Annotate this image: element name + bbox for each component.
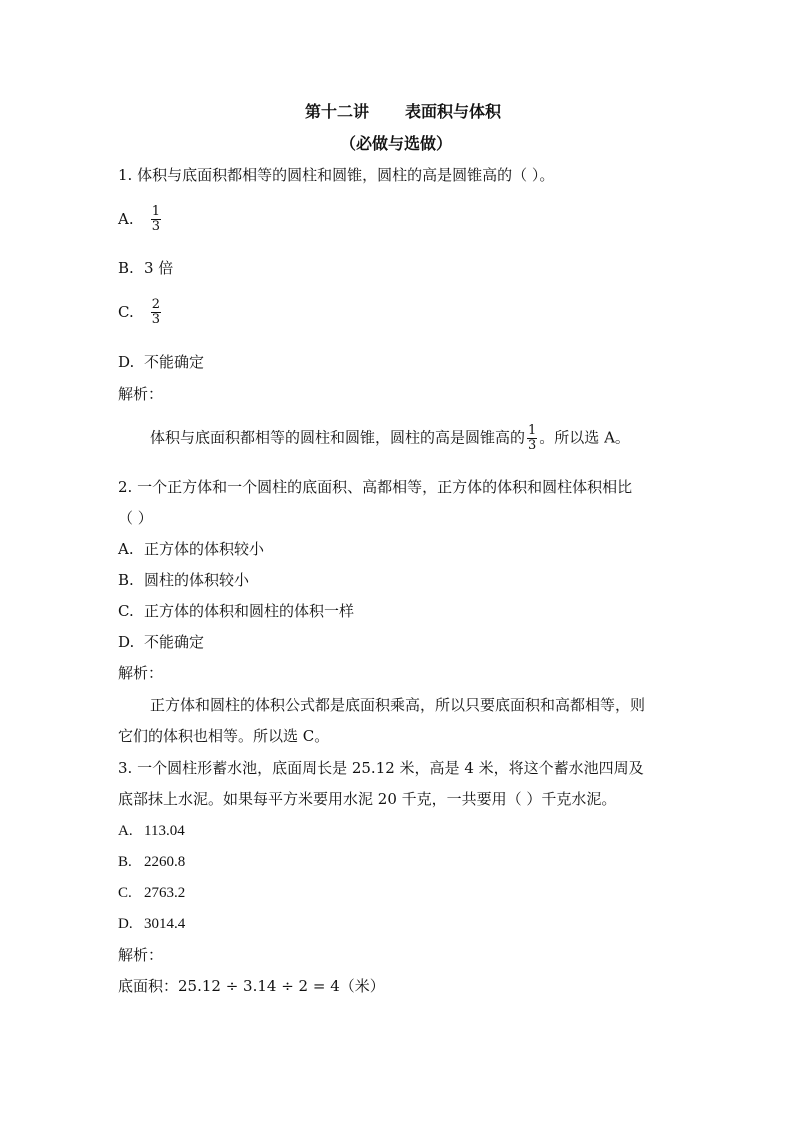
option-label: D. xyxy=(118,633,135,651)
question-3-stem-line-2: 底部抹上水泥。如果每平方米要用水泥 20 千克，一共要用（ ）千克水泥。 xyxy=(118,790,617,808)
lecture-topic: 表面积与体积 xyxy=(405,102,502,121)
fraction-numerator: 2 xyxy=(151,297,161,312)
question-2-analysis-line-2: 它们的体积也相等。所以选 C。 xyxy=(118,727,330,745)
option-label: C. xyxy=(118,885,132,901)
fraction xyxy=(151,298,161,327)
question-3-option-c xyxy=(118,883,185,903)
fraction-numerator: 1 xyxy=(528,423,537,438)
question-2-analysis-label: 解析： xyxy=(118,664,164,682)
question-1-option-d xyxy=(118,352,204,372)
option-label: A. xyxy=(118,823,133,839)
lecture-number: 第十二讲 xyxy=(305,102,370,121)
page-subtitle: （必做与选做） xyxy=(340,134,453,153)
option-text: 不能确定 xyxy=(144,633,205,651)
question-2-option-d xyxy=(118,632,204,652)
question-3-option-b xyxy=(118,852,185,872)
question-3-analysis-line-1: 底面积：25.12 ÷ 3.14 ÷ 2 = 4（米） xyxy=(118,977,385,995)
fraction-denominator: 3 xyxy=(528,438,537,453)
fraction-denominator: 3 xyxy=(151,219,161,234)
option-label: A. xyxy=(118,540,134,558)
analysis-text: 体积与底面积都相等的圆柱和圆锥，圆柱的高是圆锥高的 xyxy=(150,428,526,447)
question-1-analysis xyxy=(150,424,630,453)
option-label: C. xyxy=(118,302,134,321)
option-text: 3014.4 xyxy=(144,916,186,932)
option-label: B. xyxy=(118,571,134,589)
question-2-analysis-line-1: 正方体和圆柱的体积公式都是底面积乘高，所以只要底面积和高都相等，则 xyxy=(150,696,646,714)
question-3-analysis-label: 解析： xyxy=(118,946,164,964)
option-label: D. xyxy=(118,916,133,932)
fraction xyxy=(151,205,161,234)
question-1-option-c xyxy=(118,298,163,327)
question-3-stem-line-1: 3. 一个圆柱形蓄水池，底面周长是 25.12 米，高是 4 米，将这个蓄水池四周及 xyxy=(118,759,644,777)
question-1-option-a xyxy=(118,205,163,234)
option-text: 正方体的体积较小 xyxy=(144,540,265,558)
question-2-stem-line-2: （ ） xyxy=(118,509,153,527)
question-1-analysis-label: 解析： xyxy=(118,385,164,403)
option-text: 2763.2 xyxy=(144,885,186,901)
option-text: 正方体的体积和圆柱的体积一样 xyxy=(144,602,355,620)
option-text: 2260.8 xyxy=(144,854,186,870)
option-label: B. xyxy=(118,854,132,870)
question-2-option-b xyxy=(118,570,249,590)
question-1-stem: 1. 体积与底面积都相等的圆柱和圆锥，圆柱的高是圆锥高的（ ）。 xyxy=(118,166,555,184)
option-label: C. xyxy=(118,602,134,620)
option-text: 113.04 xyxy=(144,823,185,839)
option-label: D. xyxy=(118,353,135,371)
question-3-option-a xyxy=(118,821,185,841)
question-2-stem-line-1: 2. 一个正方体和一个圆柱的底面积、高都相等，正方体的体积和圆柱体积相比 xyxy=(118,478,633,496)
option-text: 不能确定 xyxy=(144,353,205,371)
option-label: B. xyxy=(118,259,134,277)
fraction xyxy=(527,424,537,453)
analysis-text: 。所以选 A。 xyxy=(539,428,630,447)
option-text: 3 倍 xyxy=(144,259,174,277)
question-2-option-a xyxy=(118,539,264,559)
question-2-option-c xyxy=(118,601,354,621)
question-3-option-d xyxy=(118,914,185,934)
question-1-option-b xyxy=(118,258,173,278)
option-text: 圆柱的体积较小 xyxy=(144,571,250,589)
fraction-denominator: 3 xyxy=(151,312,161,327)
option-label: A. xyxy=(118,209,134,228)
fraction-numerator: 1 xyxy=(151,204,161,219)
